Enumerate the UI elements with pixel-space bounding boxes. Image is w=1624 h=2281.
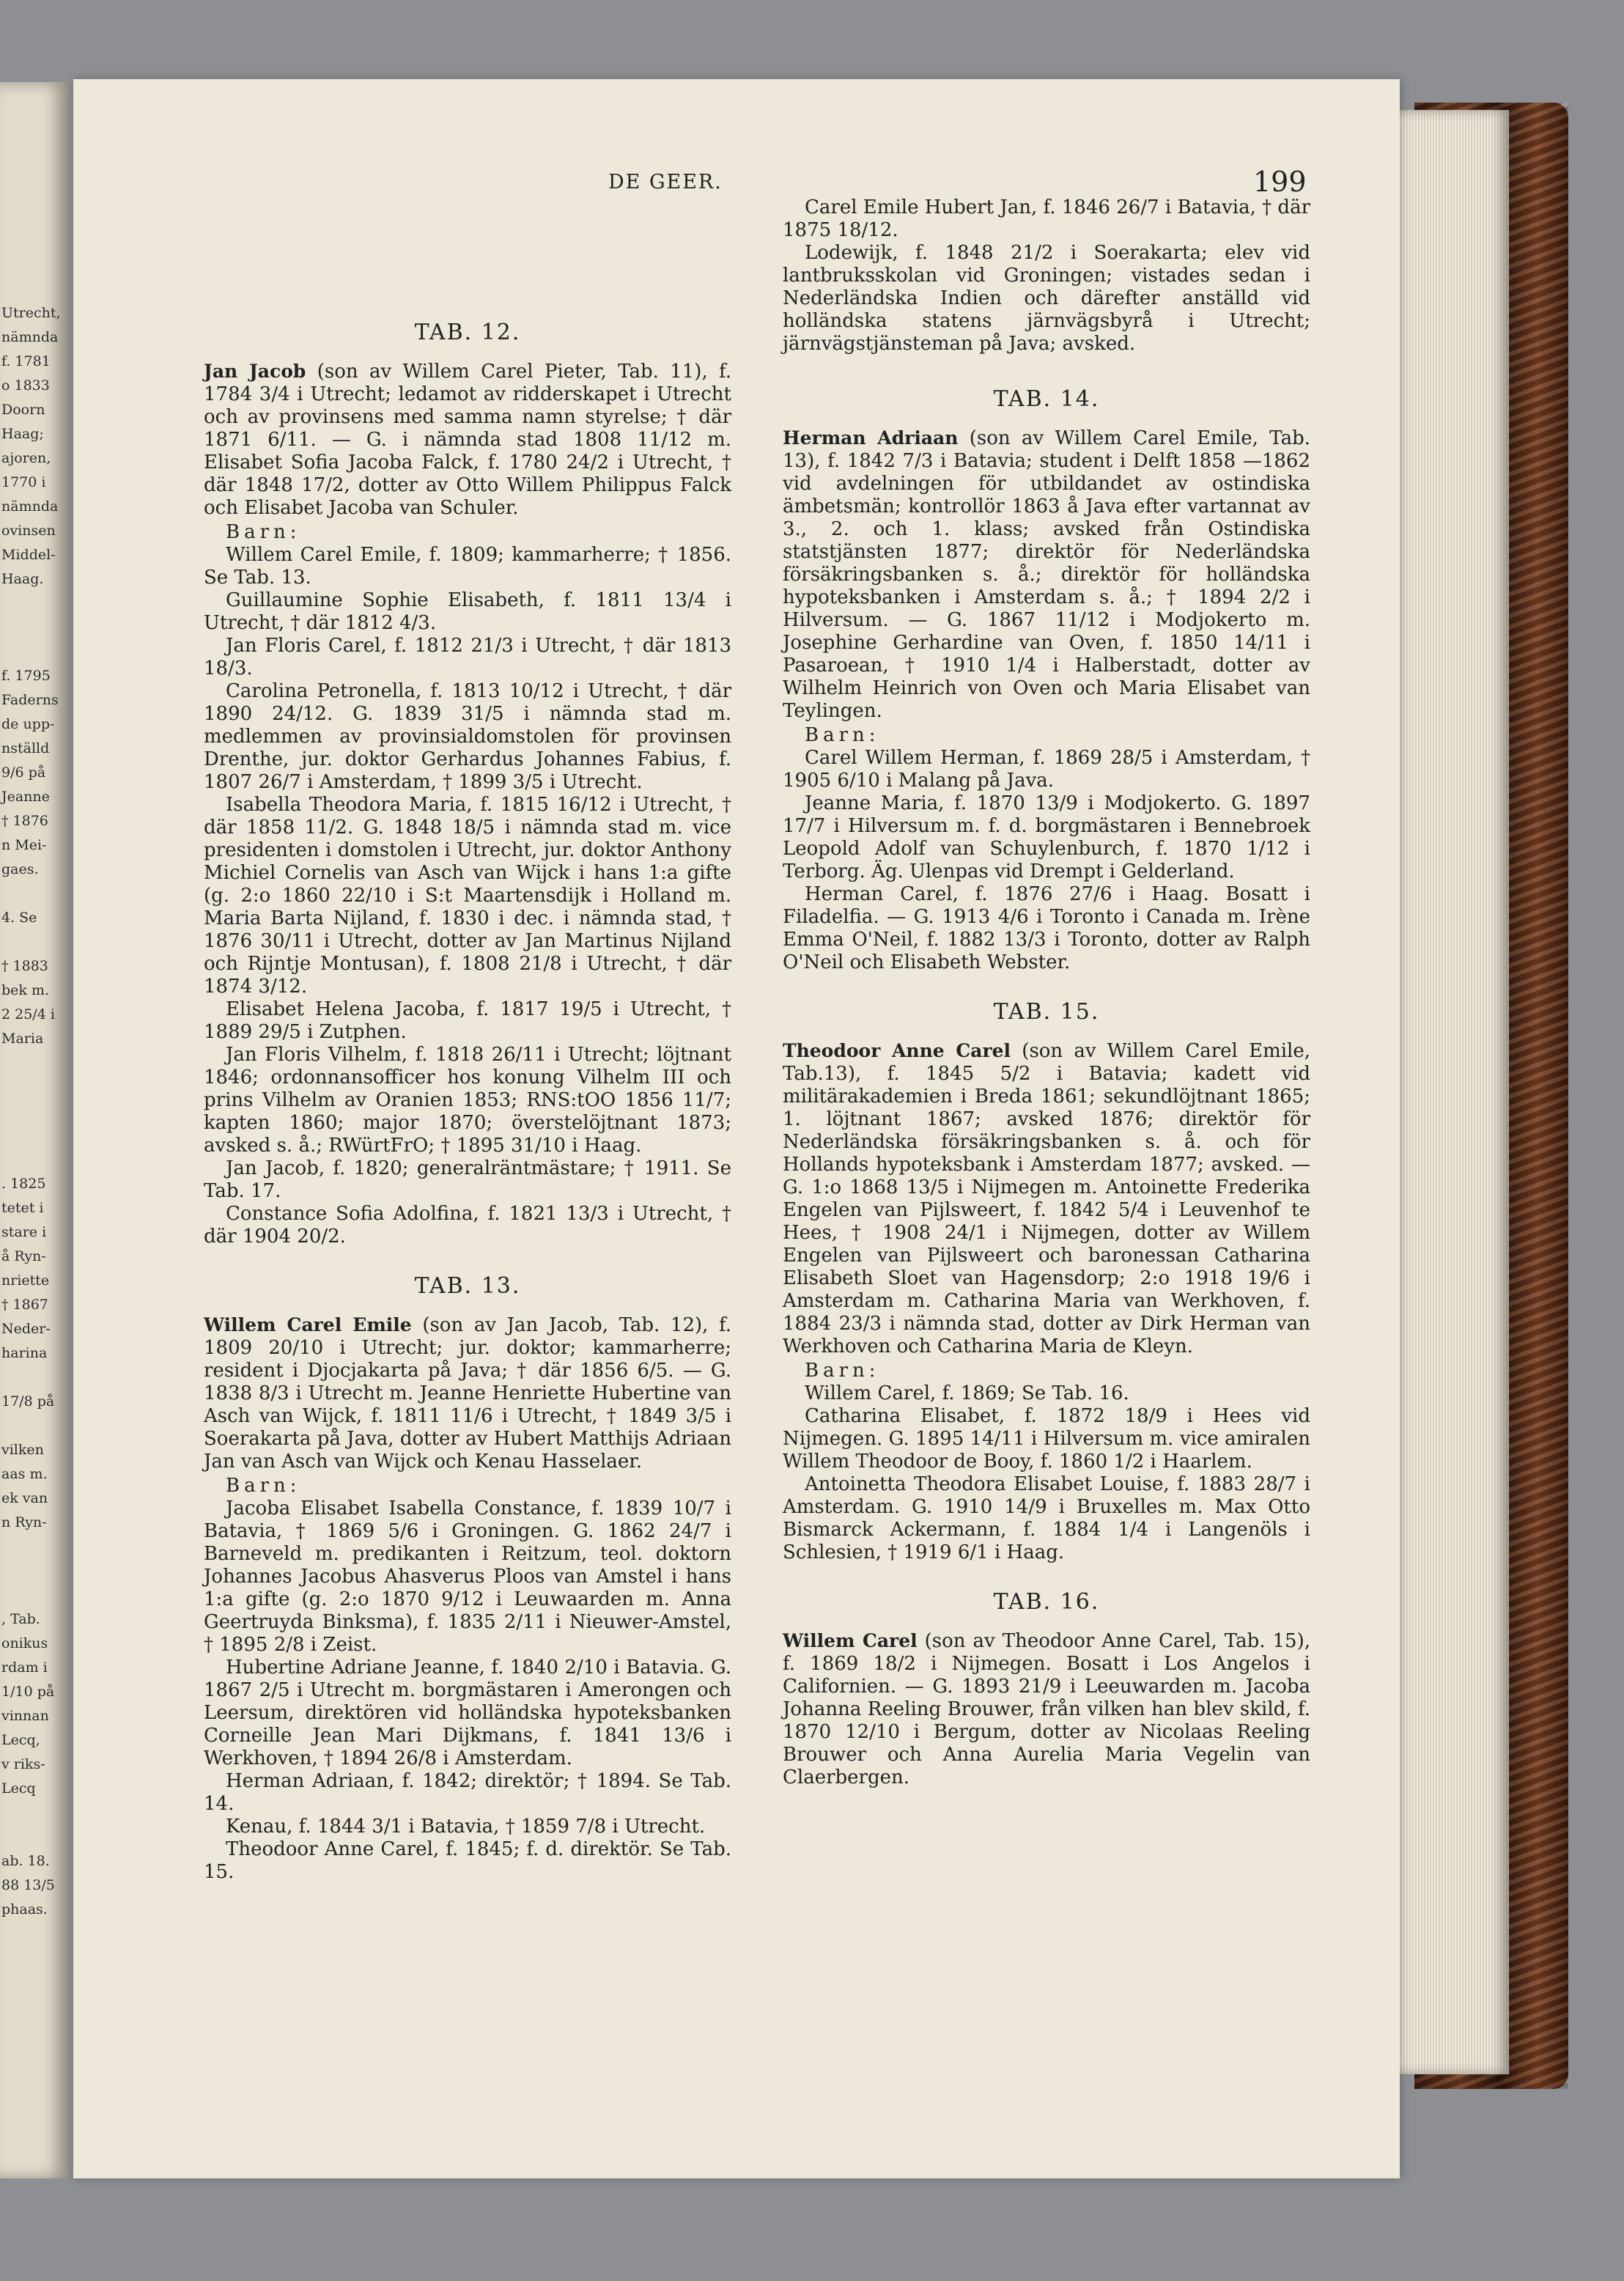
left-page-fragment bbox=[0, 82, 67, 2178]
left-margin-fragment: ajoren, bbox=[1, 450, 51, 466]
child-entry: Hubertine Adriane Jeanne, f. 1840 2/10 i Batavia. G. 1867 2/5 i Utrecht m. borgmästaren i Amerongen och Leersum, direktören vid holländska hypoteksbanken Corneille Jean Mari Dijkmans, f. 1841 13/6 i Werkhoven, † 1894 26/8 i Amsterdam. bbox=[204, 1657, 731, 1769]
child-entry: Elisabet Helena Jacoba, f. 1817 19/5 i Utrecht, † 1889 29/5 i Zutphen. bbox=[204, 998, 731, 1043]
left-margin-fragment: v riks- bbox=[1, 1756, 45, 1772]
tab-13-text: (son av Jan Jacob, Tab. 12), f. 1809 20/10 i Utrecht; jur. doktor; kammarherre; resident i Djocjakarta på Java; † där 1856 6/5. — G. 1838 8/3 i Utrecht m. Jeanne Henriette Hubertine van Asch van Wijck, f. 1811 11/6 i Utrecht, † 1849 3/5 i Soerakarta på Java, dotter av Hubert Matthijs Adriaan Jan van Asch van Wijck och Kenau Hasselaer. bbox=[204, 1314, 731, 1473]
child-entry: Carel Emile Hubert Jan, f. 1846 26/7 i Batavia, † där 1875 18/12. bbox=[783, 196, 1310, 241]
tab-14-title: TAB. 14. bbox=[993, 386, 1100, 412]
left-margin-fragment: vilken bbox=[1, 1442, 44, 1458]
child-entry: Carel Willem Herman, f. 1869 28/5 i Amsterdam, † 1905 6/10 i Malang på Java. bbox=[783, 747, 1310, 792]
tab-12-barn: Barn: bbox=[226, 521, 301, 543]
left-margin-fragment: 17/8 på bbox=[1, 1393, 55, 1409]
left-margin-fragment: nämnda bbox=[1, 498, 59, 515]
tab-14-head: Herman Adriaan bbox=[783, 427, 959, 449]
tab-16-title: TAB. 16. bbox=[993, 1589, 1100, 1615]
left-margin-fragment: † 1867 bbox=[1, 1297, 48, 1313]
page-edges bbox=[1396, 110, 1509, 2074]
left-margin-fragment: 88 13/5 bbox=[1, 1877, 55, 1893]
child-entry: Catharina Elisabet, f. 1872 18/9 i Hees vid Nijmegen. G. 1895 14/11 i Hilversum m. vice amiralen Willem Theodoor de Booy, f. 1860 1/2 i Haarlem. bbox=[783, 1405, 1310, 1473]
left-margin-fragment: Lecq bbox=[1, 1780, 36, 1797]
tab-14-children bbox=[783, 747, 1310, 974]
tab-15-head: Theodoor Anne Carel bbox=[783, 1040, 1011, 1061]
tab-12-children bbox=[204, 544, 731, 1248]
left-margin-fragment: 4. Se bbox=[1, 910, 37, 926]
child-entry: Carolina Petronella, f. 1813 10/12 i Utrecht, † där 1890 24/12. G. 1839 31/5 i nämnda stad m. medlemmen av provinsialdomstolen för provinsen Drenthe, jur. doktor Gerhardus Johannes Fabius, f. 1807 26/7 i Amsterdam, † 1899 3/5 i Utrecht. bbox=[204, 680, 731, 793]
left-margin-fragment: f. 1781 bbox=[1, 353, 51, 369]
tab-15-children bbox=[783, 1382, 1310, 1564]
book-page bbox=[73, 79, 1400, 2178]
child-entry: Herman Carel, f. 1876 27/6 i Haag. Bosatt i Filadelfia. — G. 1913 4/6 i Toronto i Canada m. Irène Emma O'Neil, f. 1882 13/3 i Toronto, dotter av Ralph O'Neil och Elisabeth Webster. bbox=[783, 883, 1310, 973]
left-margin-fragment: ab. 18. bbox=[1, 1853, 50, 1869]
child-entry: Willem Carel Emile, f. 1809; kammarherre; † 1856. Se Tab. 13. bbox=[204, 544, 731, 589]
left-margin-fragment: Lecq, bbox=[1, 1732, 40, 1748]
child-entry: Lodewijk, f. 1848 21/2 i Soerakarta; elev vid lantbruksskolan vid Groningen; vistades sedan i Nederländska Indien och därefter anställd vid holländska statens järnvägsbyrå i Utrecht; järnvägstjänsteman på Java; avsked. bbox=[783, 242, 1310, 355]
child-entry: Isabella Theodora Maria, f. 1815 16/12 i Utrecht, † där 1858 11/2. G. 1848 18/5 i nämnda stad m. vice presidenten i domstolen i Utrecht, jur. doktor Anthony Michiel Cornelis van Asch van Wijck i hans 1:a gifte (g. 2:o 1860 22/10 i S:t Maartensdijk i Holland m. Maria Barta Nijland, f. 1830 i dec. i nämnda stad, † 1876 30/11 i Utrecht, dotter av Jan Martinus Nijland och Rijntje Montusan), f. 1808 21/8 i Utrecht, † där 1874 3/12. bbox=[204, 794, 731, 998]
left-margin-fragment: vinnan bbox=[1, 1708, 49, 1724]
left-margin-fragment: . 1825 bbox=[1, 1176, 46, 1192]
tab-13-title: TAB. 13. bbox=[414, 1273, 521, 1299]
tab-13-entry bbox=[204, 1313, 731, 1473]
left-margin-fragment: 9/6 på bbox=[1, 764, 46, 781]
tab-16-head: Willem Carel bbox=[783, 1630, 918, 1651]
tab-13-barn: Barn: bbox=[226, 1475, 301, 1497]
left-margin-fragment: † 1876 bbox=[1, 813, 48, 829]
tab-15-text: (son av Willem Carel Emile, Tab.13), f. 1845 5/2 i Batavia; kadett vid militärakademien i Breda 1861; sekundlöjtnant 1865; 1. löjtnant 1867; avsked 1876; direktör för Nederländska försäkringsbanken s. å. och för Hollands hypoteksbank i Amsterdam 1877; avsked. — G. 1:o 1868 13/5 i Nijmegen m. Antoinette Frederika Engelen van Pijlsweert, f. 1842 5/4 i Leuvenhof te Hees, † 1908 24/1 i Nijmegen, dotter av Willem Engelen van Pijlsweert och baronessan Catharina Elisabeth Sloet van Hagensdorp; 2:o 1918 19/6 i Amsterdam m. Catharina Maria van Werkhoven, f. 1884 23/3 i nämnda stad, dotter av Dirk Herman van Werkhoven och Catharina Maria de Kleyn. bbox=[783, 1040, 1311, 1357]
left-margin-fragment: Utrecht, bbox=[1, 305, 61, 321]
tab-16-text: (son av Theodoor Anne Carel, Tab. 15), f. 1869 18/2 i Nijmegen. Bosatt i Los Angelos i Californien. — G. 1893 21/9 i Leeuwarden m. Jacoba Johanna Reeling Brouwer, från vilken han blev skild, f. 1870 12/10 i Bergum, dotter av Nicolaas Reeling Brouwer och Anna Aurelia Maria Vegelin van Claerbergen. bbox=[783, 1630, 1311, 1788]
left-margin-fragment: phaas. bbox=[1, 1901, 48, 1917]
left-margin-fragment: rdam i bbox=[1, 1659, 48, 1676]
tab-12-head: Jan Jacob bbox=[204, 361, 306, 382]
child-entry: Guillaumine Sophie Elisabeth, f. 1811 13/4 i Utrecht, † där 1812 4/3. bbox=[204, 589, 731, 634]
left-margin-fragment: † 1883 bbox=[1, 958, 48, 974]
left-margin-fragment: de upp- bbox=[1, 716, 55, 732]
left-margin-fragment: tetet i bbox=[1, 1200, 44, 1216]
left-margin-fragment: Doorn bbox=[1, 402, 45, 418]
child-entry: Theodoor Anne Carel, f. 1845; f. d. direktör. Se Tab. 15. bbox=[204, 1838, 731, 1883]
child-entry: Jeanne Maria, f. 1870 13/9 i Modjokerto. G. 1897 17/7 i Hilversum m. f. d. borgmästaren i Bennebroek Leopold Adolf van Schuylenburch, f. 1870 1/12 i Terborg. Äg. Ulenpas vid Drempt i Gelderland. bbox=[783, 792, 1310, 882]
child-entry: Constance Sofia Adolfina, f. 1821 13/3 i Utrecht, † där 1904 20/2. bbox=[204, 1203, 731, 1248]
left-margin-fragment: nställd bbox=[1, 740, 50, 756]
left-margin-fragment: nämnda bbox=[1, 329, 59, 345]
left-margin-fragment: Faderns bbox=[1, 692, 59, 708]
left-margin-fragment: o 1833 bbox=[1, 377, 50, 394]
child-entry: Jan Jacob, f. 1820; generalräntmästare; † 1911. Se Tab. 17. bbox=[204, 1157, 731, 1202]
child-entry: Jan Floris Vilhelm, f. 1818 26/11 i Utrecht; löjtnant 1846; ordonnansofficer hos konung Vilhelm III och prins Vilhelm av Oranien 1853; RNS:tOO 1856 11/7; kapten 1860; major 1870; överstelöjtnant 1873; avsked s. å.; RWürtFrO; † 1895 31/10 i Haag. bbox=[204, 1044, 731, 1157]
tab-12-title: TAB. 12. bbox=[414, 320, 521, 345]
child-entry: Herman Adriaan, f. 1842; direktör; † 1894. Se Tab. 14. bbox=[204, 1770, 731, 1815]
left-margin-fragment: gaes. bbox=[1, 861, 39, 877]
tab-15-entry bbox=[783, 1039, 1310, 1358]
left-margin-fragment: ovinsen bbox=[1, 523, 56, 539]
left-margin-fragment: ek van bbox=[1, 1490, 48, 1506]
left-margin-fragment: n Ryn- bbox=[1, 1514, 47, 1530]
child-entry: Jan Floris Carel, f. 1812 21/3 i Utrecht, † där 1813 18/3. bbox=[204, 635, 731, 679]
left-margin-fragment: Neder- bbox=[1, 1321, 51, 1337]
left-margin-fragment: bek m. bbox=[1, 982, 50, 998]
tab-14-entry bbox=[783, 427, 1310, 723]
running-header: DE GEER. bbox=[608, 171, 723, 194]
left-margin-fragment: Jeanne bbox=[1, 789, 50, 805]
left-margin-fragment: onikus bbox=[1, 1635, 48, 1651]
left-margin-fragment: harina bbox=[1, 1345, 48, 1361]
left-margin-fragment: , Tab. bbox=[1, 1611, 40, 1627]
left-margin-fragment: nriette bbox=[1, 1272, 50, 1289]
left-margin-fragment: 2 25/4 i bbox=[1, 1006, 55, 1022]
left-margin-fragment: Haag. bbox=[1, 571, 44, 587]
left-margin-fragment: Maria bbox=[1, 1031, 44, 1047]
page-number: 199 bbox=[1253, 166, 1307, 198]
tab-16-entry bbox=[783, 1629, 1310, 1789]
left-margin-fragment: 1770 i bbox=[1, 474, 46, 490]
tab-12-text: (son av Willem Carel Pieter, Tab. 11), f. 1784 3/4 i Utrecht; ledamot av ridderskapet i Utrecht och av provinsens med samma namn styrelse; † där 1871 6/11. — G. i nämnda stad 1808 11/12 m. Elisabet Sofia Jacoba Falck, f. 1780 24/2 i Utrecht, † där 1848 17/2, dotter av Otto Willem Philippus Falck och Elisabet Jacoba van Schuler. bbox=[204, 361, 732, 519]
left-column bbox=[204, 196, 731, 1884]
left-margin-fragment: f. 1795 bbox=[1, 668, 51, 684]
right-column bbox=[783, 196, 1310, 1789]
tab-14-barn: Barn: bbox=[805, 724, 880, 746]
left-margin-fragment: å Ryn- bbox=[1, 1248, 46, 1264]
tab-15-title: TAB. 15. bbox=[993, 999, 1100, 1025]
left-margin-fragment: n Mei- bbox=[1, 837, 47, 853]
child-entry: Kenau, f. 1844 3/1 i Batavia, † 1859 7/8 i Utrecht. bbox=[226, 1816, 706, 1838]
left-margin-fragment: 1/10 på bbox=[1, 1684, 55, 1700]
tab-12-entry bbox=[204, 360, 731, 520]
left-margin-fragment: Middel- bbox=[1, 547, 56, 563]
left-margin-fragment: Haag; bbox=[1, 426, 44, 442]
tab-13-children bbox=[204, 1497, 731, 1884]
left-margin-fragment: aas m. bbox=[1, 1466, 48, 1482]
tab-13-head: Willem Carel Emile bbox=[204, 1314, 412, 1335]
child-entry: Willem Carel, f. 1869; Se Tab. 16. bbox=[805, 1382, 1129, 1404]
child-entry: Jacoba Elisabet Isabella Constance, f. 1839 10/7 i Batavia, † 1869 5/6 i Groningen. G. 1862 24/7 i Barneveld m. predikanten i Reitzum, teol. doktorn Johannes Jacobus Ahasverus Ploos van Amstel i hans 1:a gifte (g. 2:o 1870 9/12 i Leuwaarden m. Anna Geertruyda Binksma), f. 1835 2/11 i Nieuwer-Amstel, † 1895 2/8 i Zeist. bbox=[204, 1497, 731, 1656]
tab-14-text: (son av Willem Carel Emile, Tab. 13), f. 1842 7/3 i Batavia; student i Delft 1858 —1862 vid avdelningen för utbildandet av ostindiska ämbetsmän; kontrollör 1863 å Java efter vartannat av 3., 2. och 1. klass; avsked från Ostindiska statstjänsten 1877; direktör för Nederländska försäkringsbanken s. å.; direktör för holländska hypoteksbanken i Amsterdam s. å.; † 1894 2/2 i Hilversum. — G. 1867 11/12 i Modjokerto m. Josephine Gerhardine van Oven, f. 1850 14/11 i Pasaroean, † 1910 1/4 i Halberstadt, dotter av Wilhelm Heinrich von Oven och Maria Elisabet van Teylingen. bbox=[783, 427, 1310, 722]
tab-15-barn: Barn: bbox=[805, 1360, 880, 1382]
left-margin-fragment: stare i bbox=[1, 1224, 47, 1240]
child-entry: Antoinetta Theodora Elisabet Louise, f. 1883 28/7 i Amsterdam. G. 1910 14/9 i Bruxelles m. Max Otto Bismarck Ackermann, f. 1884 1/4 i Langenöls i Schlesien, † 1919 6/1 i Haag. bbox=[783, 1473, 1310, 1563]
